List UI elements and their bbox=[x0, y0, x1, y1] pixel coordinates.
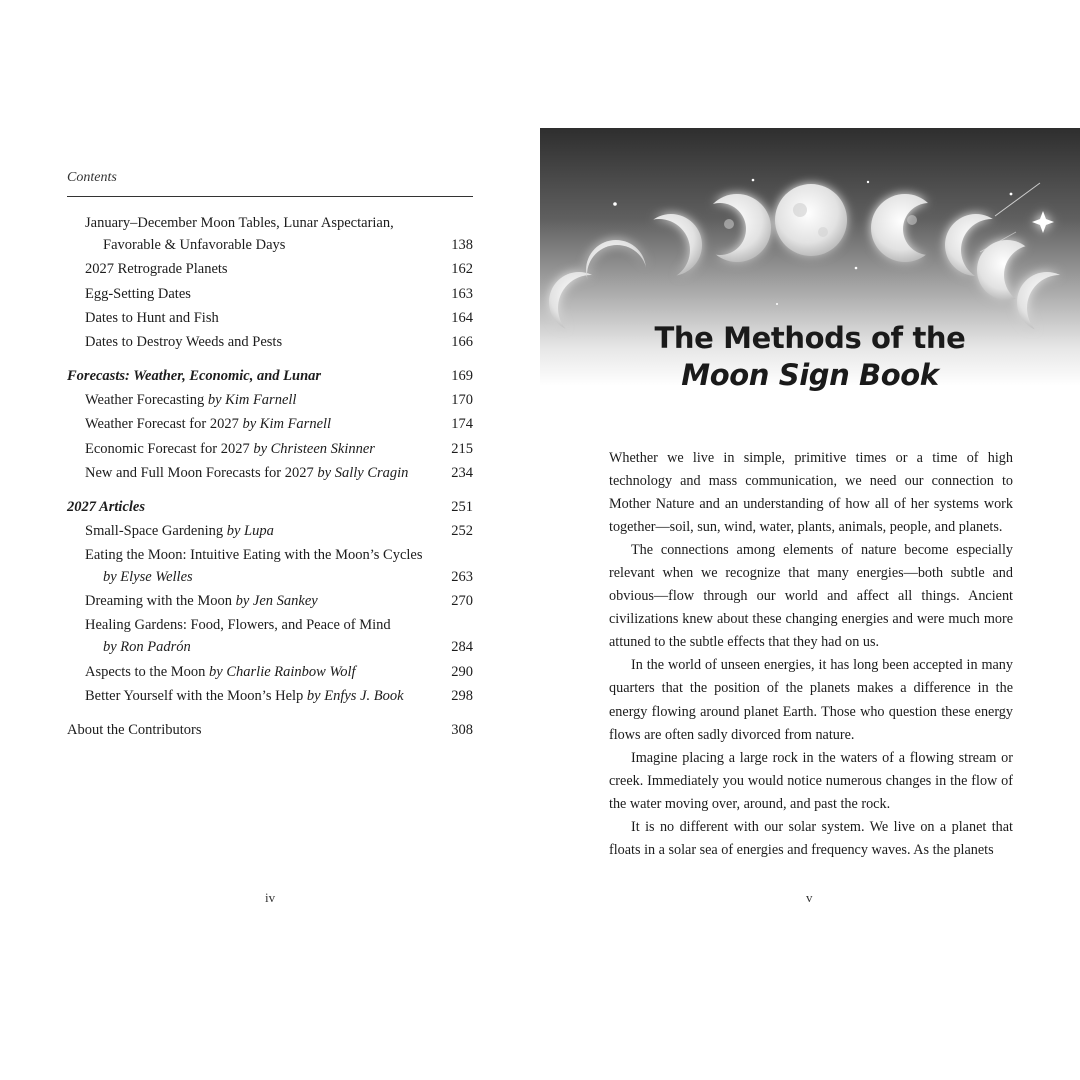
toc-page-number: 164 bbox=[451, 309, 473, 326]
toc-entry bbox=[67, 590, 473, 612]
body-paragraph: In the world of unseen energies, it has long been accepted in many quarters that the position of the planets makes a difference in the energy flowing around planet Earth. Those who question these energy flows are often sadly divorced from nature. bbox=[609, 657, 1013, 743]
toc-entry bbox=[67, 331, 473, 353]
toc-entry-title: Dreaming with the Moon bbox=[85, 593, 232, 610]
toc-entry-title: Better Yourself with the Moon’s Help bbox=[85, 687, 304, 704]
toc-section-title: Forecasts: Weather, Economic, and Lunar bbox=[67, 367, 322, 384]
toc-entry bbox=[67, 685, 473, 707]
body-paragraph: Imagine placing a large rock in the waters of a flowing stream or creek. Immediately you would notice numerous changes in the flow of the water moving over, around, and past the rock. bbox=[609, 749, 1013, 812]
body-paragraph: The connections among elements of nature become especially relevant when we recognize that many energies—both subtle and obvious—flow through our world and affect all things. Ancient civilizations knew about these changing energies and were much more attuned to the subtle effects that they had on us. bbox=[609, 542, 1013, 651]
toc-entry-title: Economic Forecast for 2027 bbox=[85, 440, 250, 457]
toc-entry bbox=[67, 212, 473, 256]
toc-section-title: 2027 Articles bbox=[67, 498, 146, 515]
chapter-title-line1: The Methods of the bbox=[654, 321, 966, 355]
toc-page-number: 270 bbox=[451, 593, 473, 610]
page-number: v bbox=[806, 890, 813, 905]
toc-page-number: 163 bbox=[451, 285, 473, 302]
toc-entry bbox=[67, 520, 473, 542]
toc-page-number: 162 bbox=[451, 261, 473, 278]
toc-entry-author: by Kim Farnell bbox=[242, 416, 332, 433]
toc-entry bbox=[67, 258, 473, 280]
toc-entry-title: Egg-Setting Dates bbox=[85, 285, 191, 302]
table-of-contents bbox=[67, 210, 473, 741]
chapter-body bbox=[609, 447, 1013, 862]
toc-entry-author: by Ron Padrón bbox=[103, 639, 191, 656]
toc-entry-author: by Enfys J. Book bbox=[306, 687, 404, 704]
body-paragraph: Whether we live in simple, primitive times or a time of high technology and mass communication, we need our connection to Mother Nature and an understanding of how all of her systems work together—soil, sun, wind, water, plants, animals, people, and planets. bbox=[609, 450, 1013, 536]
toc-page-number: 166 bbox=[451, 333, 473, 350]
toc-page-number: 263 bbox=[451, 569, 473, 586]
toc-page-number: 174 bbox=[451, 416, 473, 433]
toc-page-number: 308 bbox=[451, 721, 473, 738]
chapter-page bbox=[540, 0, 1080, 1080]
toc-entry bbox=[67, 661, 473, 683]
toc-entry bbox=[67, 389, 473, 411]
toc-entry-title: Weather Forecast for 2027 bbox=[85, 416, 239, 433]
toc-entry-author: by Elyse Welles bbox=[103, 569, 193, 586]
toc-entry-author: by Sally Cragin bbox=[317, 464, 409, 481]
running-head: Contents bbox=[67, 170, 117, 185]
toc-page-number: 170 bbox=[451, 392, 473, 409]
toc-page-number: 290 bbox=[451, 663, 473, 680]
toc-entry bbox=[67, 614, 473, 658]
toc-entry-title: New and Full Moon Forecasts for 2027 bbox=[85, 464, 314, 481]
toc-section-heading bbox=[67, 496, 473, 518]
toc-entry-author: by Jen Sankey bbox=[235, 593, 318, 610]
toc-entry-title: Dates to Hunt and Fish bbox=[85, 309, 219, 326]
toc-page-number: 215 bbox=[451, 440, 473, 457]
toc-entry-author: by Charlie Rainbow Wolf bbox=[209, 663, 356, 680]
toc-page-number: 169 bbox=[451, 367, 473, 384]
header-rule bbox=[67, 196, 473, 197]
toc-page-number: 234 bbox=[451, 464, 473, 481]
toc-entry-title-continued: Favorable & Unfavorable Days bbox=[103, 237, 286, 254]
toc-entry-author: by Kim Farnell bbox=[207, 392, 297, 409]
toc-page-number: 251 bbox=[451, 498, 473, 515]
toc-entry-title: Small-Space Gardening bbox=[85, 522, 224, 539]
body-paragraph: It is no different with our solar system. We live on a planet that floats in a solar sea of energies and frequency waves. As the planets bbox=[609, 818, 1013, 858]
toc-entry bbox=[67, 544, 473, 588]
page-number: iv bbox=[265, 890, 276, 905]
toc-entry-title: January–December Moon Tables, Lunar Aspectarian, bbox=[85, 215, 394, 232]
toc-entry-title: Weather Forecasting bbox=[85, 392, 205, 409]
chapter-title-line2: Moon Sign Book bbox=[681, 358, 939, 392]
toc-entry-title: Healing Gardens: Food, Flowers, and Peace of Mind bbox=[85, 617, 391, 634]
toc-page-number: 138 bbox=[451, 237, 473, 254]
toc-entry-author: by Lupa bbox=[226, 522, 274, 539]
toc-entry bbox=[67, 462, 473, 484]
toc-entry-title: Dates to Destroy Weeds and Pests bbox=[85, 333, 283, 350]
toc-section-heading bbox=[67, 365, 473, 387]
toc-entry-title: About the Contributors bbox=[67, 721, 202, 738]
toc-entry bbox=[67, 413, 473, 435]
toc-entry-title: Eating the Moon: Intuitive Eating with the Moon’s Cycles bbox=[85, 547, 423, 564]
toc-page-number: 284 bbox=[451, 639, 473, 656]
toc-entry-title: Aspects to the Moon bbox=[85, 663, 206, 680]
toc-entry bbox=[67, 438, 473, 460]
toc-entry bbox=[67, 307, 473, 329]
toc-entry bbox=[67, 719, 473, 741]
toc-entry bbox=[67, 283, 473, 305]
toc-page-number: 252 bbox=[451, 522, 473, 539]
toc-page-number: 298 bbox=[451, 687, 473, 704]
toc-entry-title: 2027 Retrograde Planets bbox=[85, 261, 228, 278]
toc-entry-author: by Christeen Skinner bbox=[253, 440, 375, 457]
